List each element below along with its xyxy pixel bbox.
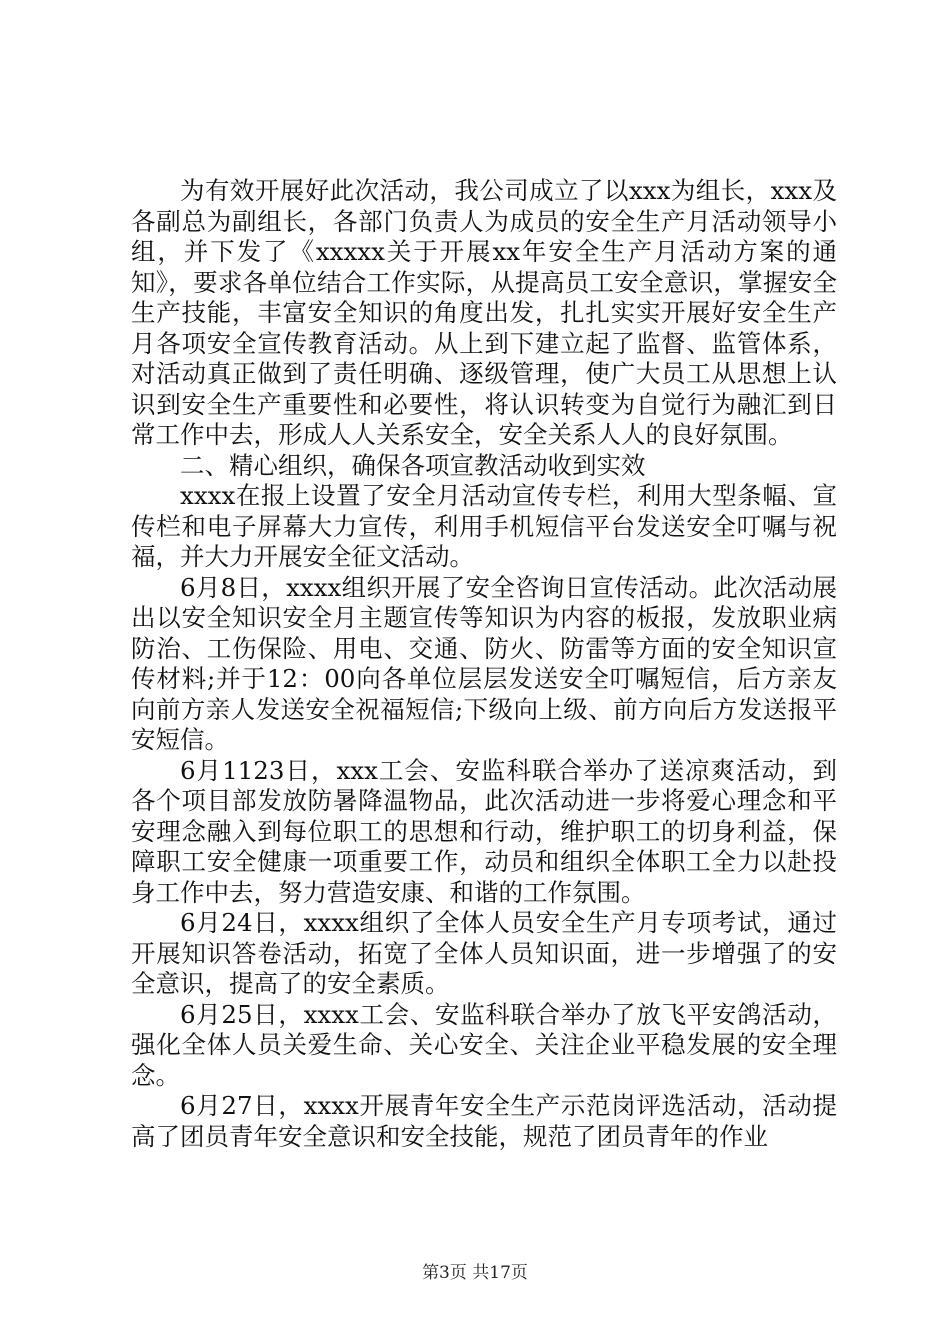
paragraph-1: 为有效开展好此次活动，我公司成立了以xxx为组长，xxx及各副总为副组长，各部门负责人为成员的安全生产月活动领导小组，并下发了《xxxxx关于开展xx年安全生产月活动方案的通知》，要求各单位结合工作实际，从提高员工安全意识，掌握安全生产技能，丰富安全知识的角度出发，扎扎实实开展好安全生产月各项安全宣传教育活动。从上到下建立起了监督、监管体系，对活动真正做到了责任明确、逐级管理，使广大员工从思想上认识到安全生产重要性和必要性，将认识转变为自觉行为融汇到日常工作中去，形成人人关系安全，安全关系人人的良好氛围。 [131,176,837,449]
section-heading: 二、精心组织，确保各项宣教活动收到实效 [180,450,646,480]
page-number-footer: 第3页 共17页 [422,1263,528,1283]
paragraph-3: xxxx在报上设置了安全月活动宣传专栏，利用大型条幅、宣传栏和电子屏幕大力宣传，利用手机短信平台发送安全叮嘱与祝福，并大力开展安全征文活动。 [131,481,837,571]
paragraph-4: 6月8日，xxxx组织开展了安全咨询日宣传活动。此次活动展出以安全知识安全月主题宣传等知识为内容的板报，发放职业病防治、工伤保险、用电、交通、防火、防雷等方面的安全知识宣传材料;并于12：00向各单位层层发送安全叮嘱短信，后方亲友向前方亲人发送安全祝福短信;下级向上级、前方向后方发送报平安短信。 [131,572,837,754]
paragraph-8: 6月27日，xxxx开展青年安全生产示范岗评选活动，活动提高了团员青年安全意识和安全技能，规范了团员青年的作业 [131,1091,837,1151]
document-body [131,176,837,1152]
paragraph-7: 6月25日，xxxx工会、安监科联合举办了放飞平安鸽活动，强化全体人员关爱生命、关心安全、关注企业平稳发展的安全理念。 [131,999,837,1090]
paragraph-6: 6月24日，xxxx组织了全体人员安全生产月专项考试，通过开展知识答卷活动，拓宽了全体人员知识面，进一步增强了的安全意识，提高了的安全素质。 [131,908,837,998]
paragraph-5: 6月1123日，xxx工会、安监科联合举办了送凉爽活动，到各个项目部发放防暑降温物品，此次活动进一步将爱心理念和平安理念融入到每位职工的思想和行动，维护职工的切身利益，保障职工安全健康一项重要工作，动员和组织全体职工全力以赴投身工作中去，努力营造安康、和谐的工作氛围。 [131,755,837,907]
